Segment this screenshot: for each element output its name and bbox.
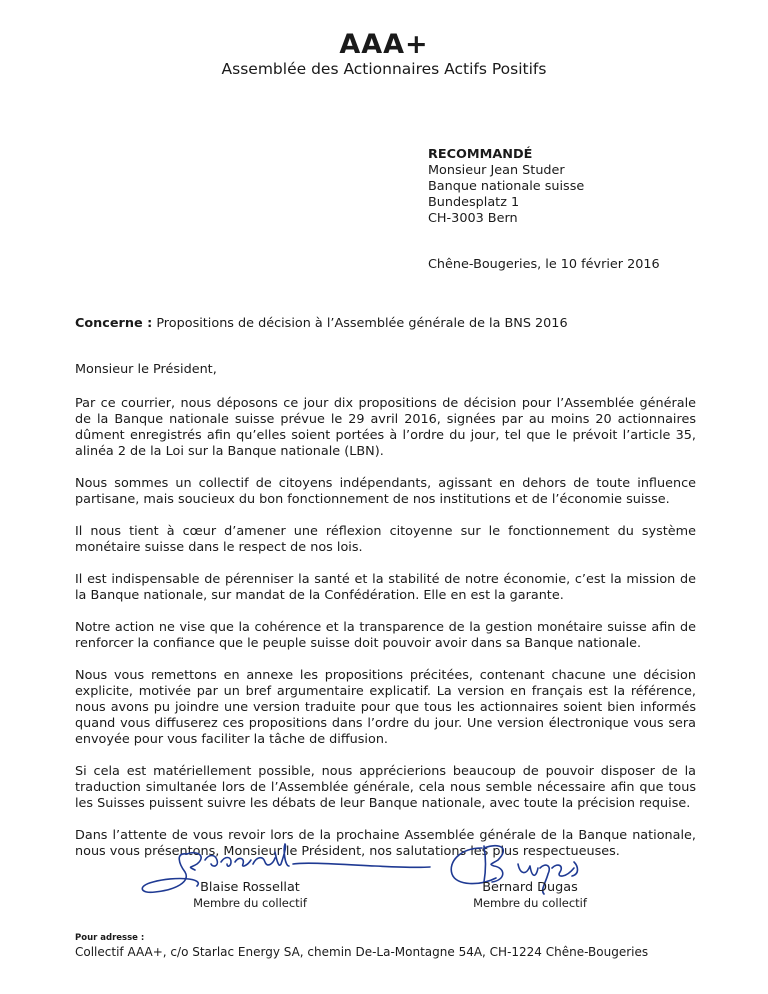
recipient-line: CH-3003 Bern bbox=[428, 211, 518, 226]
signature-block bbox=[160, 880, 340, 911]
letter-body bbox=[75, 316, 696, 876]
salutation: Monsieur le Président, bbox=[75, 362, 217, 377]
delivery-mode: RECOMMANDÉ bbox=[428, 147, 533, 162]
subject-text: Propositions de décision à l’Assemblée générale de la BNS 2016 bbox=[156, 316, 568, 331]
recipient-line: Bundesplatz 1 bbox=[428, 195, 520, 210]
recipient-block bbox=[428, 147, 584, 227]
signatory-role: Membre du collectif bbox=[193, 896, 307, 910]
recipient-line: Banque nationale suisse bbox=[428, 179, 585, 194]
body-paragraph: Si cela est matériellement possible, nous apprécierions beaucoup de pouvoir disposer de la traduction simultanée lors de l’Assemblée générale, cela nous semble nécessaire afin que tous les Suisses puissent suivre les débats de leur Banque nationale, avec toute la précision requise. bbox=[75, 764, 696, 811]
footer bbox=[75, 932, 648, 960]
signatory-role: Membre du collectif bbox=[473, 896, 587, 910]
signature-block bbox=[440, 880, 620, 911]
logo: AAA+ bbox=[339, 29, 429, 60]
body-paragraph: Il nous tient à cœur d’amener une réflexion citoyenne sur le fonctionnement du système monétaire suisse dans le respect de nos lois. bbox=[75, 524, 696, 555]
recipient-line: Monsieur Jean Studer bbox=[428, 163, 565, 178]
body-paragraph: Dans l’attente de vous revoir lors de la prochaine Assemblée générale de la Banque nationale, nous vous présentons, Monsieur le Président, nos salutations les plus respectueuses. bbox=[75, 828, 696, 859]
footer-label: Pour adresse : bbox=[75, 933, 145, 943]
letterhead bbox=[0, 30, 768, 78]
body-paragraph: Par ce courrier, nous déposons ce jour dix propositions de décision pour l’Assemblée générale de la Banque nationale suisse prévue le 29 avril 2016, signées par au moins 20 actionnaires dûment enregistrés afin qu’elles soient portées à l’ordre du jour, tel que le prévoit l’article 35, alinéa 2 de la Loi sur la Banque nationale (LBN). bbox=[75, 396, 696, 459]
subject-line bbox=[75, 316, 696, 332]
organization-name: Assemblée des Actionnaires Actifs Positifs bbox=[221, 60, 547, 78]
body-paragraph: Nous vous remettons en annexe les propositions précitées, contenant chacune une décision explicite, motivée par un bref argumentaire explicatif. La version en français est la référence, nous avons pu joindre une version traduite pour que tous les actionnaires soient bien informés quand vous diffuserez ces propositions dans l’ordre du jour. Une version électronique vous sera envoyée pour vous faciliter la tâche de diffusion. bbox=[75, 668, 696, 747]
signatory-name: Blaise Rossellat bbox=[200, 880, 300, 895]
signatory-name: Bernard Dugas bbox=[482, 880, 578, 895]
place-date: Chêne-Bougeries, le 10 février 2016 bbox=[428, 257, 660, 272]
body-paragraph: Il est indispensable de pérenniser la santé et la stabilité de notre économie, c’est la mission de la Banque nationale, sur mandat de la Confédération. Elle en est la garante. bbox=[75, 572, 696, 603]
subject-label: Concerne : bbox=[75, 316, 153, 331]
body-paragraph: Notre action ne vise que la cohérence et la transparence de la gestion monétaire suisse afin de renforcer la confiance que le peuple suisse doit pouvoir avoir dans sa Banque nationale. bbox=[75, 620, 696, 651]
body-paragraph: Nous sommes un collectif de citoyens indépendants, agissant en dehors de toute influence partisane, mais soucieux du bon fonctionnement de nos institutions et de l’économie suisse. bbox=[75, 476, 696, 507]
footer-address: Collectif AAA+, c/o Starlac Energy SA, chemin De-La-Montagne 54A, CH-1224 Chêne-Bougeries bbox=[75, 945, 649, 959]
